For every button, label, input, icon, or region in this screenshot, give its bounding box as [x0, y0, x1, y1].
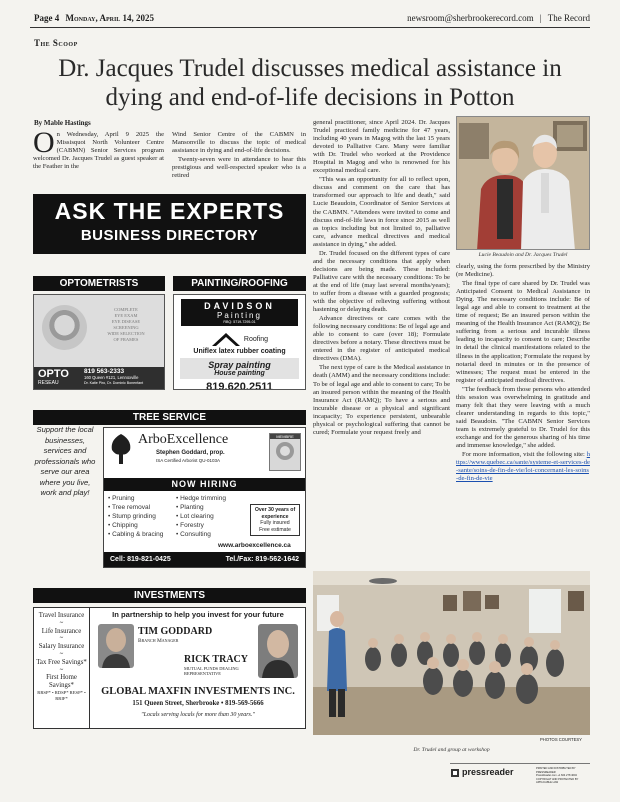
paragraph: "This was an opportunity for all to reflect upon, discuss and comment on the care that has transformed our approach to life and death," said Lucie Beaudoin, Coordinator of Senior Services at the CABMN. "Attendees were invited to come and discuss end-of-life laws in force since 2015 as well as topics including but not limited to, palliative care, advance medical directives and medical assistance in dying," she added. — [313, 176, 450, 248]
category-investments: INVESTMENTS — [33, 588, 306, 603]
issue-date: Monday, April 14, 2025 — [65, 13, 155, 23]
paragraph: n Wednesday, April 9 2025 the Missisquoi North Volunteer Centre (CABMN) Senior Services program welcomed Dr. Jacques Trudel as guest speaker at the Feather in the — [33, 131, 164, 171]
arbo-owner: Stephen Goddard, prop. — [156, 450, 225, 456]
tim-goddard-name: TIM GODDARD — [138, 626, 213, 637]
support-local-message: Support the local businesses, services and professionals who serve our area where you live, work and play! — [34, 425, 96, 497]
page-folio — [34, 13, 154, 23]
now-hiring-bar: NOW HIRING — [104, 478, 305, 491]
davidson-phone: 819.620.2511 — [206, 381, 273, 390]
global-maxfin-ad[interactable] — [33, 607, 306, 729]
house-label: House painting — [214, 370, 265, 377]
pressreader-footer — [450, 763, 590, 785]
paragraph: Advance directives or care comes with the following necessary conditions: Be of legal age and able to consent to care (over 18); Formulate directives before a notary. These directives must be entered in the register of anticipated medical directives (DMA). — [313, 315, 450, 363]
paragraph: "The feedback from those persons who attended this session was overwhelming in gratitude and many felt that they were leaving with a much clearer understanding in regards to this topic," said Beaudoin. "The CABMN Senior Services team is extremely grateful to Dr. Trudel for this exchange and for the generous sharing of his time and immense knowledge," she added. — [456, 385, 590, 450]
section-label: The Scoop — [34, 38, 78, 48]
header-right: newsroom@sherbrookerecord.com | The Record — [407, 13, 590, 23]
roof-icon — [211, 330, 241, 348]
article-column-4 — [456, 263, 590, 484]
list-item: • Stump grinding — [108, 513, 156, 520]
experience-box: Over 30 years of experience Fully insured Free estimate — [250, 504, 300, 536]
arbo-website[interactable]: www.arboexcellence.ca — [218, 542, 291, 549]
opto-brand: OPTO — [38, 368, 69, 380]
company-name: GLOBAL MAXFIN INVESTMENTS INC. — [101, 686, 295, 697]
opto-brand-sub: RESEAU — [38, 380, 59, 386]
article-column-2 — [172, 131, 306, 181]
uniflex-label: Uniflex latex rubber coating — [193, 348, 286, 355]
article-column-1 — [33, 126, 164, 171]
byline: By Mable Hastings — [34, 119, 91, 127]
rick-tracy-title: MUTUAL FUNDS DEALING REPRESENTATIVE — [184, 666, 239, 677]
list-item: • Hedge trimming — [176, 495, 226, 502]
info-link[interactable]: https://www.quebec.ca/sante/systeme-et-services-de-sante/soins-de-fin-de-vie/loi-concernant-les-soins-de-fin-de-vie — [456, 451, 591, 483]
davidson-painting-ad[interactable] — [173, 294, 306, 390]
photo1-caption: Lucie Beaudoin and Dr. Jacques Trudel — [478, 252, 568, 258]
list-item: • Planting — [176, 504, 204, 511]
arboexcellence-ad[interactable] — [103, 427, 306, 568]
list-item: Salary Insurance — [38, 643, 85, 651]
opto-address: 160 Queen #121, Lennoxville — [84, 375, 139, 380]
roofing-label: Roofing — [243, 335, 269, 343]
eye-image — [42, 305, 87, 350]
list-item: RRSP* • RDSP* RESP* • RRIF* — [37, 689, 86, 701]
photo-beaudoin-trudel — [456, 116, 590, 250]
arbo-contact-bar — [104, 552, 305, 567]
arbo-cell: Cell: 819-821-0425 — [110, 556, 171, 563]
list-item: First Home Savings* — [46, 674, 77, 690]
tree-icon — [108, 432, 134, 466]
photo2-caption: Dr. Trudel and group at workshop — [413, 747, 490, 753]
rick-tracy-photo — [258, 624, 298, 678]
pressreader-brand: pressreader — [462, 767, 514, 777]
photo-credit: PHOTOS COURTESY — [540, 737, 582, 742]
ad-title: ASK THE EXPERTS — [54, 198, 285, 224]
category-painting: PAINTING/ROOFING — [173, 276, 306, 291]
dropcap: O — [33, 126, 55, 159]
badge-emblem-icon — [271, 439, 299, 463]
list-item: Life Insurance — [41, 627, 82, 635]
services-list-2 — [176, 494, 226, 539]
opto-contact-bar — [34, 367, 164, 389]
arbo-name: ArboExcellence — [138, 432, 229, 447]
opto-phone: 819 563-2333 — [84, 368, 125, 375]
arbo-tel: Tel./Fax: 819-562-1642 — [225, 556, 299, 563]
article-column-3 — [313, 119, 450, 438]
insurance-list: Travel Insurance ~ Life Insurance ~ Salary Insurance ~ Tax Free Savings* ~ First Home Savings* RRSP* • RDSP* RESP* • RRIF* — [34, 608, 90, 728]
pressreader-notice: PRINTED AND DISTRIBUTED BY PRESSREADER PressReader.com +1 604 278 4604 COPYRIGHT AND PROTECTED BY APPLICABLE LAW — [536, 767, 579, 785]
opto-reseau-ad[interactable] — [33, 294, 165, 390]
tim-goddard-title: Branch Manager — [138, 638, 179, 644]
category-optometrists: OPTOMETRISTS — [33, 276, 165, 291]
rick-tracy-name: RICK TRACY — [184, 654, 248, 665]
list-item: • Pruning — [108, 495, 135, 502]
list-item: Tax Free Savings* — [36, 658, 87, 666]
opto-doctors: Dr. Katie Piro, Dr. Dominic Bonenfant — [84, 381, 144, 385]
paper-name: The Record — [547, 13, 590, 23]
ask-the-experts-banner — [33, 194, 306, 254]
arbo-certification: ISA Certified Arborist QU-0103A — [156, 458, 221, 463]
list-item: • Cabling & bracing — [108, 531, 164, 538]
company-motto: "Locals serving locals for more than 30 years." — [141, 712, 255, 718]
list-item: Travel Insurance — [38, 612, 85, 619]
tim-goddard-photo — [98, 624, 134, 668]
list-item: • Chipping — [108, 522, 138, 529]
spray-label: Spray painting — [208, 360, 271, 370]
list-item: • Consulting — [176, 531, 211, 538]
newsroom-email[interactable]: newsroom@sherbrookerecord.com — [407, 13, 534, 23]
list-item: • Lot clearing — [176, 513, 214, 520]
list-item: • Tree removal — [108, 504, 151, 511]
page-number: Page 4 — [34, 13, 60, 23]
paragraph: The final type of care shared by Dr. Trudel was Anticipated Consent to Medical Assistance in Dying. The necessary conditions include: Be of legal age and able to consent to treatment at the time of request; Be an insured person within the meaning of the Health Insurance Act (RAMQ); Be suffering from a serious and incurable illness leading to incapacity to consent to care; Describe in detail the clinical manifestations related to the illness in the application; Formulate the request by notarial deed in minutes or in the presence of witnesses; The request must be entered in the register of anticipated medical directives. — [456, 280, 590, 384]
header-rule — [30, 27, 590, 28]
ad-subtitle: BUSINESS DIRECTORY — [80, 227, 259, 244]
paragraph: clearly, using the form prescribed by the Ministry (re Medicine). — [456, 263, 590, 279]
paragraph: Wind Senior Centre of the CABMN in Mansonville to discuss the topic of medical assistance in dying and end-of-life decisions. — [172, 131, 306, 155]
paragraph: Dr. Trudel focused on the different types of care and the necessary conditions that apply when decisions are being made. These included: Palliative care with the necessary conditions: To be at the end of life (may last several months/years); to suffer from a disease with a guarded prognosis; with the objective of relieving suffering without hastening or delaying death. — [313, 249, 450, 314]
paragraph: general practitioner, since April 2024. Dr. Jacques Trudel practiced family medicine for 47 years, including 40 years in Magog with the last 15 years devoted to Palliative Care. Many were familiar with Dr. Trudel who worked at the Providence Hospital in Magog and who is renowned for his exceptional medical care. — [313, 119, 450, 175]
category-tree-service: TREE SERVICE — [33, 410, 306, 425]
paragraph: For more information, visit the following site: https://www.quebec.ca/sante/systeme-et-services-de-sante/soins-de-fin-de-vie/loi-concernant-les-soins-de-fin-de-vie — [456, 451, 591, 483]
paragraph: The next type of care is the Medical assistance in death (AMM) and the necessary conditions include: To be of legal age and able to consent to care; To be an insured person within the meaning of the Health Insurance Act (RAMQ); To have a serious and incurable disease or a physical and significant incapacity; To experience persistent, unbearable physical or psychological suffering that cannot be cured; Formulate your request freely and — [313, 364, 451, 436]
list-item: • Forestry — [176, 522, 204, 529]
pressreader-logo-icon — [450, 768, 460, 778]
article-headline: Dr. Jacques Trudel discusses medical assistance in dying and end-of-life decisions in Potton — [58, 55, 562, 111]
investment-tagline: In partnership to help you invest for your future — [112, 610, 284, 619]
member-badge: MEMBRE — [269, 433, 301, 471]
photo-workshop-group — [313, 571, 590, 735]
paragraph: Twenty-seven were in attendance to hear this prestigious and well-respected speaker who is a retired — [172, 156, 306, 180]
services-list-1 — [108, 494, 163, 539]
company-address: 151 Queen Street, Sherbrooke • 819-569-5666 — [132, 700, 264, 707]
opto-services: COMPLETE EYE EXAM EYE DISEASE SCREENING WIDE SELECTION OF FRAMES — [107, 307, 145, 342]
davidson-logo: DAVIDSON Painting RBQ: 5719-7295-01 — [181, 299, 298, 326]
